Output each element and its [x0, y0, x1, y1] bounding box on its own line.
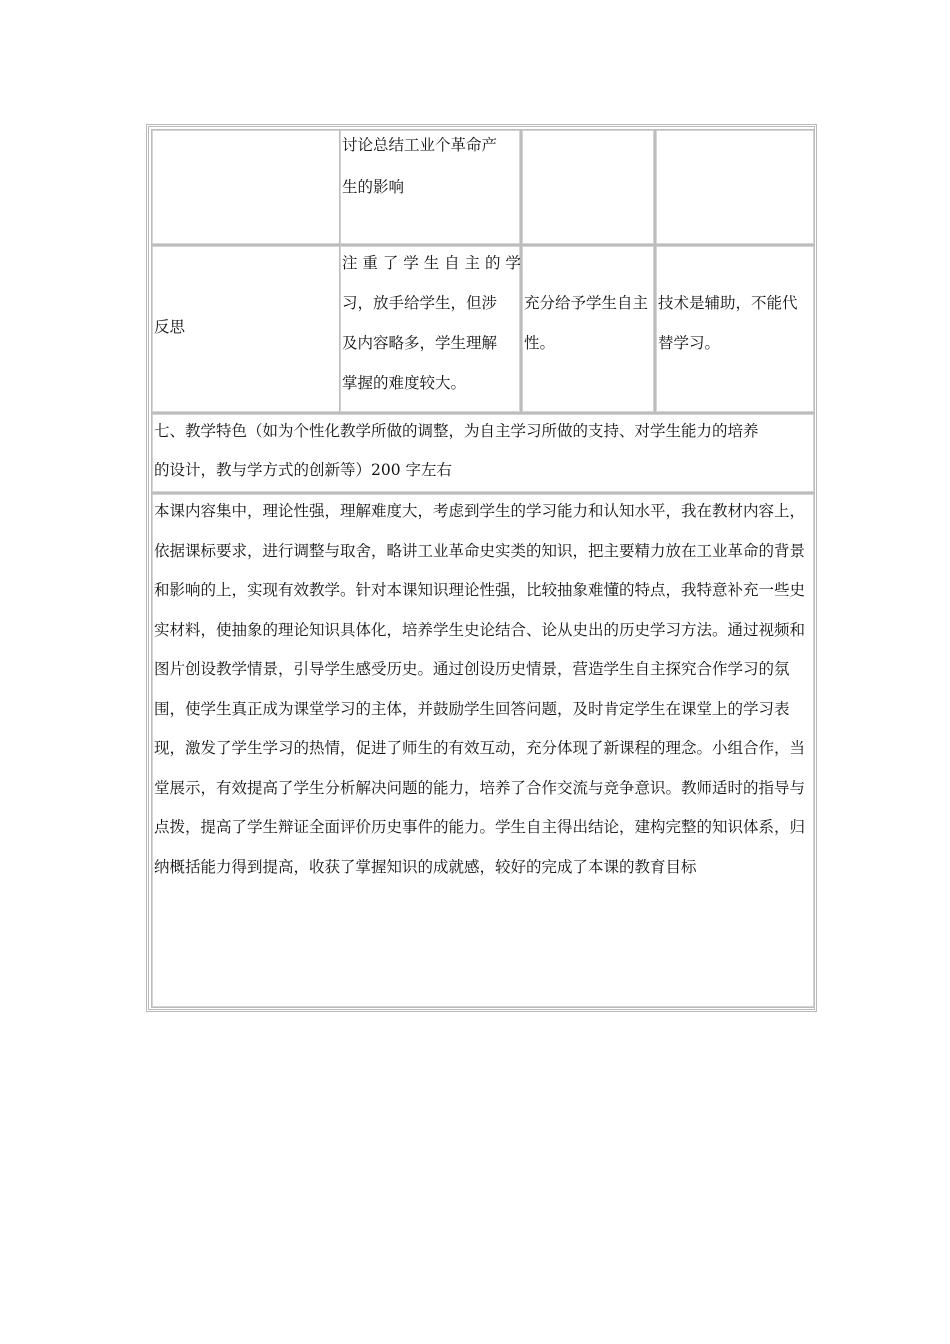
row2-col3-line-2: 性。	[524, 334, 556, 352]
lesson-table	[146, 124, 817, 1012]
row1-col2-cell	[339, 129, 521, 245]
row2-col2-cell	[339, 245, 521, 413]
row1-col2-line-1: 讨论总结工业个革命产	[342, 136, 498, 154]
row1-col2-line-2: 生的影响	[342, 178, 405, 196]
reflection-label: 反思	[154, 318, 186, 336]
section7-heading-cell	[151, 413, 815, 493]
row1-col3-cell	[521, 129, 655, 245]
section7-body-cell	[151, 493, 815, 1008]
section7-body-text: 本课内容集中，理论性强，理解难度大，考虑到学生的学习能力和认知水平，我在教材内容上，依据课标要求，进行调整与取舍，略讲工业革命史实类的知识，把主要精力放在工业革命的背景和影响的上，实现有效教学。针对本课知识理论性强，比较抽象难懂的特点，我特意补充一些史实材料，使抽象的理论知识具体化，培养学生史论结合、论从史出的历史学习方法。通过视频和图片创设教学情景，引导学生感受历史。通过创设历史情景，营造学生自主探究合作学习的氛围，使学生真正成为课堂学习的主体，并鼓励学生回答问题，及时肯定学生在课堂上的学习表现，激发了学生学习的热情，促进了师生的有效互动，充分体现了新课程的理念。小组合作，当堂展示，有效提高了学生分析解决问题的能力，培养了合作交流与竞争意识。教师适时的指导与点拨，提高了学生辩证全面评价历史事件的能力。学生自主得出结论，建构完整的知识体系，归纳概括能力得到提高，收获了掌握知识的成就感，较好的完成了本课的教育目标	[154, 502, 806, 876]
row2-col3-line-1: 充分给予学生自主	[524, 294, 649, 312]
row2-col4-line-2: 替学习。	[658, 334, 721, 352]
row2-col2-line-4: 掌握的难度较大。	[342, 374, 467, 392]
row1-col4-cell	[655, 129, 815, 245]
row2-label-cell	[151, 245, 341, 413]
row2-col3-cell	[521, 245, 655, 413]
row2-col2-line-3: 及内容略多，学生理解	[342, 334, 498, 352]
row2-col4-line-1: 技术是辅助，不能代	[658, 294, 798, 312]
row2-col2-line-2: 习，放手给学生，但涉	[342, 294, 498, 312]
row2-col4-cell	[655, 245, 815, 413]
row2-col2-line-1: 注 重 了 学 生 自 主 的 学	[342, 254, 521, 272]
section7-heading-line-1: 七、教学特色（如为个性化教学所做的调整，为自主学习所做的支持、对学生能力的培养	[154, 422, 759, 440]
row1-label-cell	[151, 129, 341, 245]
section7-heading-line-2: 的设计，教与学方式的创新等）200 字左右	[154, 461, 453, 479]
